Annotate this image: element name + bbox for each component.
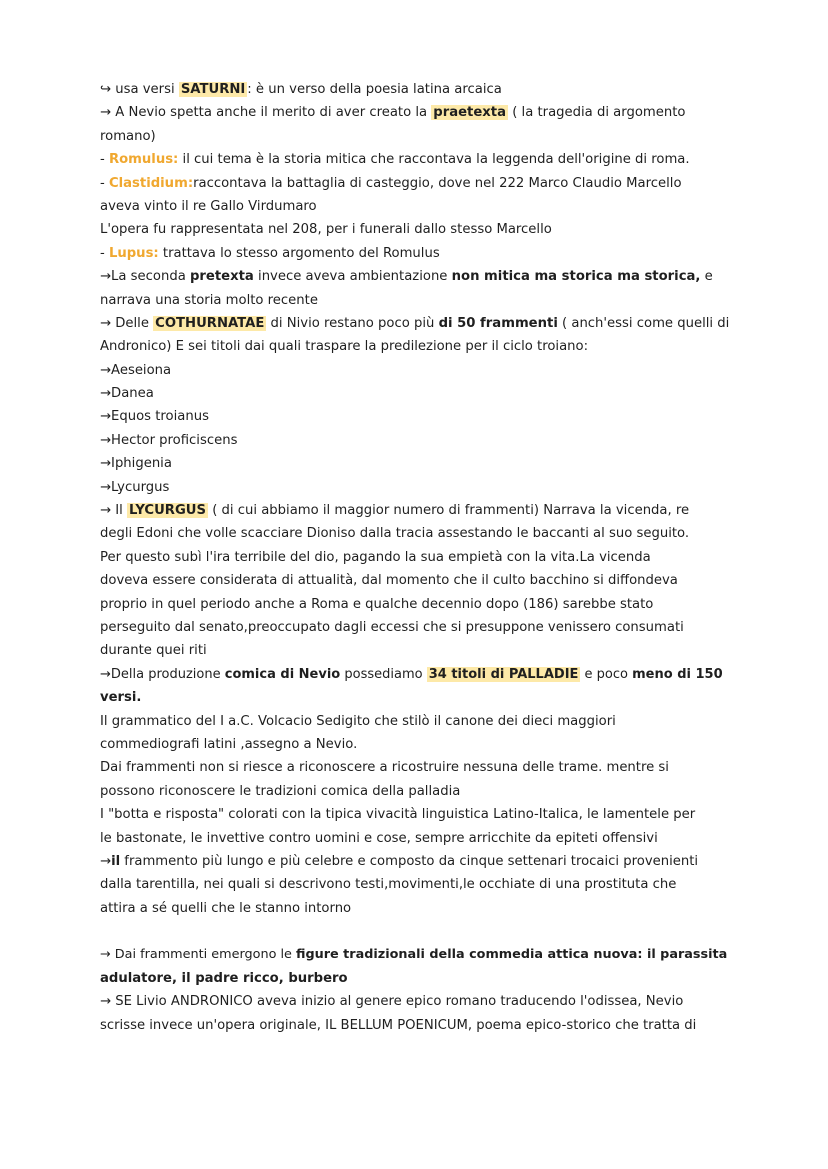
text-line: ↪ usa versi SATURNI : è un verso della poesia latina arcaica — [100, 82, 502, 97]
text-line: → Dai frammenti emergono le figure tradizionali della commedia attica nuova: il parassita — [100, 947, 728, 963]
text-line: romano) — [100, 128, 156, 144]
text-line: →il frammento più lungo e più celebre e composto da cinque settenari trocaici provenienti — [100, 853, 699, 869]
text-line: → Il LYCURGUS ( di cui abbiamo il maggior numero di frammenti) Narrava la vicenda, re — [100, 503, 690, 519]
text-line: dalla tarentilla, nei quali si descrivono testi,movimenti,le occhiate di una prostituta che — [100, 877, 677, 893]
text-line: → Delle COTHURNATAE di Nivio restano poco più di 50 frammenti ( anch'essi come quelli di — [100, 315, 730, 331]
blank-line — [100, 920, 730, 943]
text-line: → SE Livio ANDRONICO aveva inizio al genere epico romano traducendo l'odissea, Nevio — [100, 994, 684, 1010]
list-item: →Aeseiona — [100, 362, 172, 378]
notes-page — [100, 78, 730, 1037]
list-item: →Equos troianus — [100, 409, 209, 425]
list-item: →Lycurgus — [100, 479, 170, 495]
text-line: narrava una storia molto recente — [100, 292, 318, 308]
list-item: →Iphigenia — [100, 456, 172, 472]
text-line: adulatore, il padre ricco, burbero — [100, 970, 348, 986]
text-line: →Della produzione comica di Nevio possediamo 34 titoli di PALLADIE e poco meno di 150 — [100, 666, 723, 682]
text-line: L'opera fu rappresentata nel 208, per i funerali dallo stesso Marcello — [100, 222, 552, 238]
text-line: - Romulus: il cui tema è la storia mitica che raccontava la leggenda dell'origine di roma. — [100, 152, 690, 168]
text-line: perseguito dal senato,preoccupato dagli eccessi che si presuppone venissero consumati — [100, 619, 684, 635]
text-line: degli Edoni che volle scacciare Dioniso dalla tracia assestando le baccanti al suo seguito. — [100, 526, 690, 542]
text-line: I "botta e risposta" colorati con la tipica vivacità linguistica Latino-Italica, le lamentele per — [100, 807, 696, 823]
text-line: proprio in quel periodo anche a Roma e qualche decennio dopo (186) sarebbe stato — [100, 596, 654, 612]
text-line: Per questo subì l'ira terribile del dio, pagando la sua empietà con la vita.La vicenda — [100, 549, 651, 565]
text-line: Dai frammenti non si riesce a riconoscere a ricostruire nessuna delle trame. mentre si — [100, 760, 669, 776]
text-line: possono riconoscere le tradizioni comica della palladia — [100, 783, 461, 799]
text-line: → A Nevio spetta anche il merito di aver creato la praetexta ( la tragedia di argomento — [100, 105, 686, 121]
text-line: attira a sé quelli che le stanno intorno — [100, 900, 352, 916]
text-line: - Clastidium:raccontava la battaglia di casteggio, dove nel 222 Marco Claudio Marcello — [100, 175, 682, 191]
text-line: - Lupus: trattava lo stesso argomento del Romulus — [100, 245, 440, 261]
list-item: →Danea — [100, 386, 154, 402]
list-item: →Hector proficiscens — [100, 432, 238, 448]
text-line: aveva vinto il re Gallo Virdumaro — [100, 198, 317, 214]
text-line: Andronico) E sei titoli dai quali traspare la predilezione per il ciclo troiano: — [100, 339, 589, 355]
text-line: →La seconda pretexta invece aveva ambientazione non mitica ma storica ma storica, e — [100, 269, 713, 285]
text-line: scrisse invece un'opera originale, IL BELLUM POENICUM, poema epico-storico che tratta di — [100, 1017, 697, 1033]
text-line: doveva essere considerata di attualità, dal momento che il culto bacchino si diffondeva — [100, 573, 678, 589]
text-line: le bastonate, le invettive contro uomini e cose, sempre arricchite da epiteti offensivi — [100, 830, 658, 846]
text-line: Il grammatico del I a.C. Volcacio Sedigito che stilò il canone dei dieci maggiori — [100, 713, 616, 729]
text-line: durante quei riti — [100, 643, 207, 659]
text-line: versi. — [100, 690, 142, 706]
text-line: commediografi latini ,assegno a Nevio. — [100, 736, 358, 752]
